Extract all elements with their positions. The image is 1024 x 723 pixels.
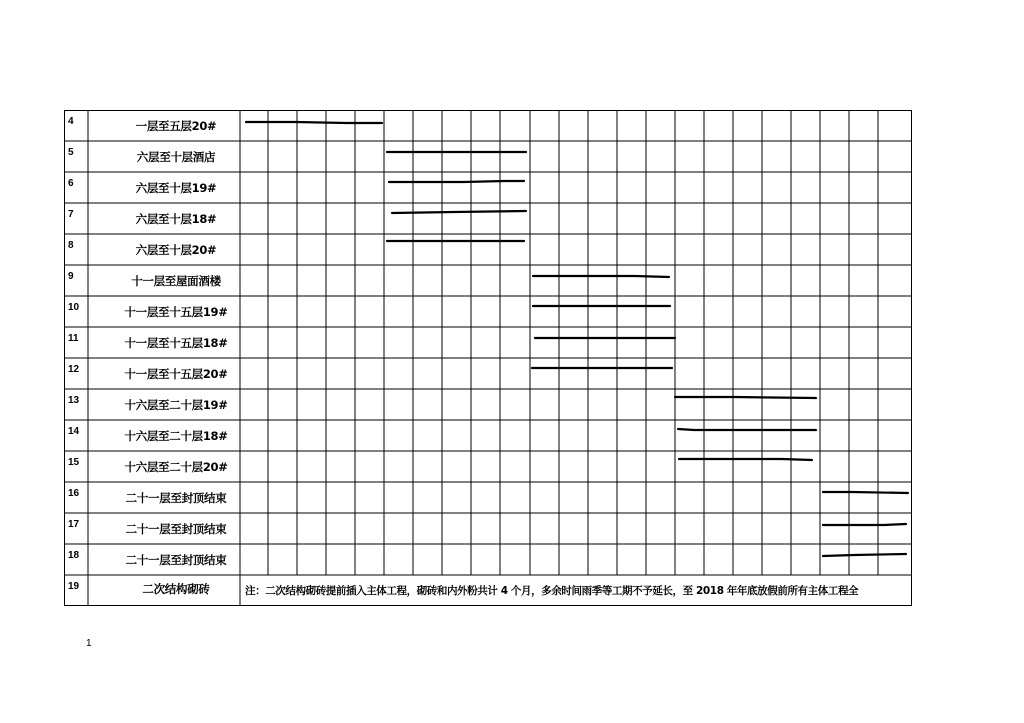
row-item: 十一层至十五层18# [124, 336, 228, 350]
row-item: 二次结构砌砖 [142, 582, 210, 596]
row-item: 六层至十层19# [135, 181, 217, 195]
row-number: 15 [68, 457, 80, 468]
schedule-bar [246, 122, 382, 123]
schedule-note: 注：二次结构砌砖提前插入主体工程，砌砖和内外粉共计 4 个月，多余时间雨季等工期不予延长，至 2018 年年底放假前所有主体工程全 [245, 585, 859, 597]
row-number: 11 [68, 333, 79, 344]
row-item: 十一层至屋面酒楼 [131, 274, 221, 288]
row-number: 16 [68, 488, 80, 499]
row-number: 8 [68, 240, 74, 251]
row-number: 18 [68, 550, 80, 561]
row-number: 14 [68, 426, 80, 437]
row-number: 12 [68, 364, 80, 375]
schedule-bar [392, 211, 526, 213]
schedule-bar [533, 276, 669, 277]
row-item: 二十一层至封顶结束 [125, 522, 227, 536]
row-number: 13 [68, 395, 80, 406]
row-item: 六层至十层18# [135, 212, 217, 226]
row-item: 十六层至二十层20# [124, 460, 228, 474]
row-number: 6 [68, 178, 74, 189]
row-item: 二十一层至封顶结束 [125, 553, 227, 567]
row-item: 二十一层至封顶结束 [125, 491, 227, 505]
schedule-bar [679, 459, 812, 460]
row-number: 17 [68, 519, 80, 530]
row-item: 十六层至二十层18# [124, 429, 228, 443]
row-number: 7 [68, 209, 74, 220]
row-number: 4 [68, 116, 74, 127]
row-number: 9 [68, 271, 74, 282]
row-item: 六层至十层20# [135, 243, 217, 257]
row-number: 19 [68, 581, 80, 592]
row-item: 一层至五层20# [135, 119, 217, 133]
row-item: 十一层至十五层19# [124, 305, 228, 319]
schedule-bar [389, 181, 524, 182]
schedule-bar [823, 524, 906, 525]
row-number: 5 [68, 147, 74, 158]
row-item: 十一层至十五层20# [124, 367, 228, 381]
row-number: 10 [68, 302, 80, 313]
schedule-bar [678, 429, 816, 430]
schedule-bar [675, 397, 816, 398]
page-number: 1 [86, 638, 92, 649]
schedule-bar [823, 554, 906, 556]
row-item: 六层至十层酒店 [136, 150, 216, 164]
schedule-bar [823, 492, 908, 493]
row-item: 十六层至二十层19# [124, 398, 228, 412]
